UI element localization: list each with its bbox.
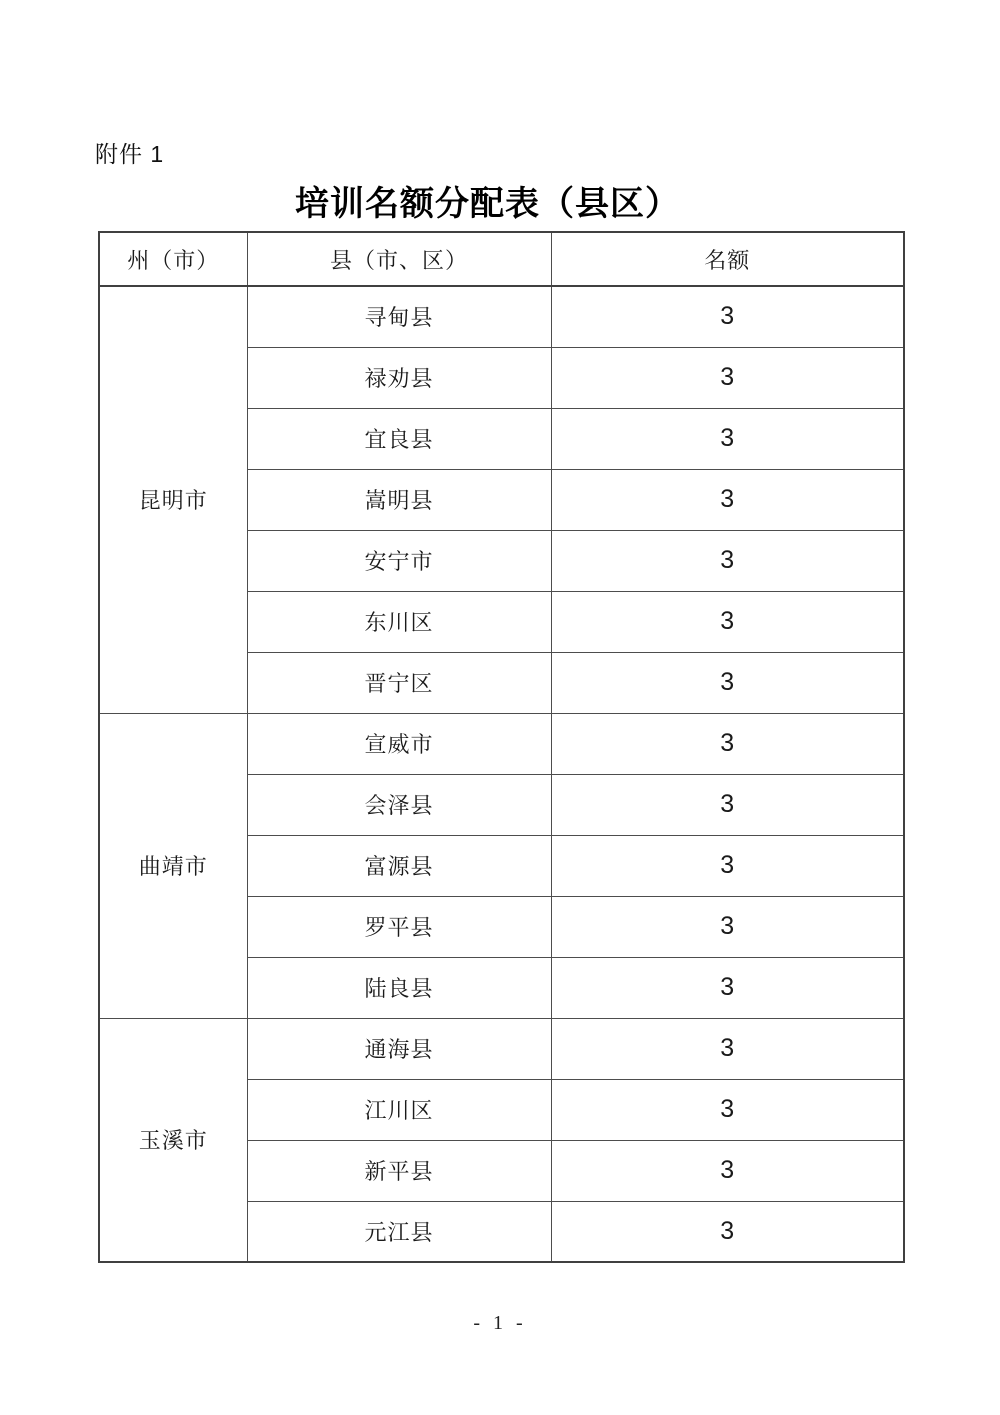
quota-cell: 3 bbox=[551, 1018, 904, 1079]
quota-cell: 3 bbox=[551, 957, 904, 1018]
col-header-county: 县（市、区） bbox=[247, 232, 551, 286]
quota-cell: 3 bbox=[551, 774, 904, 835]
table-row bbox=[99, 713, 904, 774]
county-cell: 江川区 bbox=[247, 1079, 551, 1140]
city-cell: 玉溪市 bbox=[99, 1018, 247, 1262]
quota-table bbox=[98, 231, 905, 1263]
col-header-quota: 名额 bbox=[551, 232, 904, 286]
county-cell: 通海县 bbox=[247, 1018, 551, 1079]
county-cell: 安宁市 bbox=[247, 530, 551, 591]
quota-cell: 3 bbox=[551, 896, 904, 957]
quota-cell: 3 bbox=[551, 286, 904, 347]
page-number: - 1 - bbox=[473, 1312, 527, 1334]
attachment-label: 附件 1 bbox=[95, 141, 165, 167]
county-cell: 富源县 bbox=[247, 835, 551, 896]
city-cell: 昆明市 bbox=[99, 286, 247, 713]
quota-cell: 3 bbox=[551, 713, 904, 774]
county-cell: 宜良县 bbox=[247, 408, 551, 469]
city-cell: 曲靖市 bbox=[99, 713, 247, 1018]
quota-cell: 3 bbox=[551, 530, 904, 591]
county-cell: 寻甸县 bbox=[247, 286, 551, 347]
page-title: 培训名额分配表（县区） bbox=[295, 185, 680, 223]
header-row bbox=[99, 232, 904, 286]
quota-cell: 3 bbox=[551, 1079, 904, 1140]
quota-cell: 3 bbox=[551, 652, 904, 713]
county-cell: 陆良县 bbox=[247, 957, 551, 1018]
quota-cell: 3 bbox=[551, 1201, 904, 1262]
quota-cell: 3 bbox=[551, 408, 904, 469]
county-cell: 新平县 bbox=[247, 1140, 551, 1201]
county-cell: 会泽县 bbox=[247, 774, 551, 835]
quota-cell: 3 bbox=[551, 835, 904, 896]
quota-cell: 3 bbox=[551, 347, 904, 408]
county-cell: 东川区 bbox=[247, 591, 551, 652]
quota-cell: 3 bbox=[551, 1140, 904, 1201]
quota-cell: 3 bbox=[551, 591, 904, 652]
county-cell: 宣威市 bbox=[247, 713, 551, 774]
county-cell: 元江县 bbox=[247, 1201, 551, 1262]
quota-cell: 3 bbox=[551, 469, 904, 530]
table-header bbox=[99, 232, 904, 286]
county-cell: 嵩明县 bbox=[247, 469, 551, 530]
county-cell: 罗平县 bbox=[247, 896, 551, 957]
table-body bbox=[99, 286, 904, 1262]
county-cell: 晋宁区 bbox=[247, 652, 551, 713]
table-row bbox=[99, 1018, 904, 1079]
col-header-city: 州（市） bbox=[99, 232, 247, 286]
county-cell: 禄劝县 bbox=[247, 347, 551, 408]
table-row bbox=[99, 286, 904, 347]
